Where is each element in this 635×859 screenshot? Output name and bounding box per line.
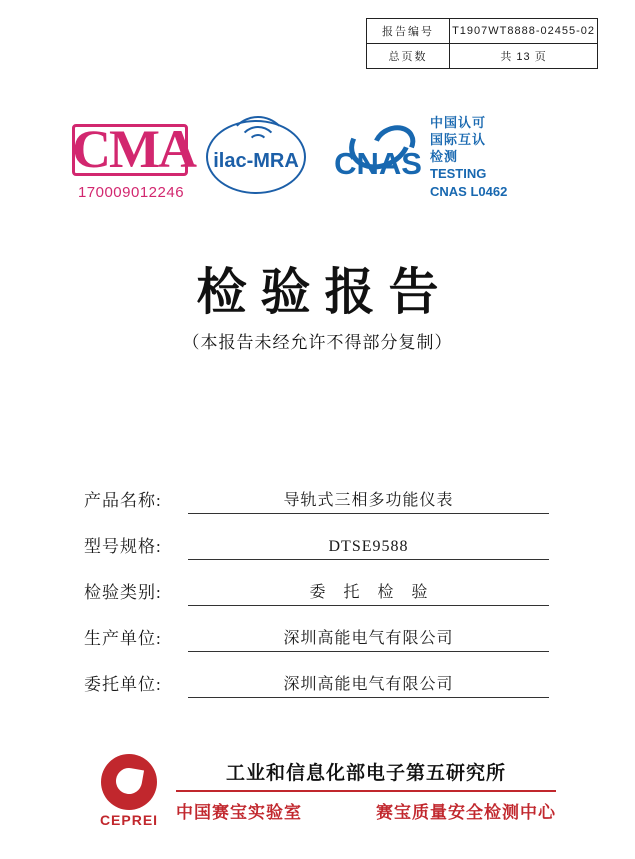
field-value: 导轨式三相多功能仪表 [188,487,549,514]
field-model-spec [0,514,635,560]
field-value: 深圳高能电气有限公司 [188,625,549,652]
cnas-logo [318,118,438,179]
cnas-swirl-icon [318,118,438,148]
field-label: 型号规格: [84,537,162,556]
page-subtitle: （本报告未经允许不得部分复制） [182,333,453,352]
field-label: 委托单位: [84,675,162,694]
report-header-table [366,18,598,69]
cma-mark-text: CMA [72,119,195,179]
cnas-side-line-1: 中国认可 [430,115,487,130]
ilac-mra-logo [196,116,316,173]
cma-logo [66,119,196,201]
footer-lab-names [176,798,556,823]
total-pages-label: 总页数 [367,44,450,69]
field-product-name [0,468,635,514]
table-row [367,19,598,44]
footer-institute-name: 工业和信息化部电子第五研究所 [225,762,506,784]
cnas-accreditation-text [430,114,507,200]
table-row [367,44,598,69]
field-inspection-type [0,560,635,606]
field-value: 深圳高能电气有限公司 [188,671,549,698]
report-fields [0,468,635,698]
field-client [0,652,635,698]
ilac-arcs-icon [196,116,316,148]
footer-divider [176,790,556,792]
ilac-logo-text: ilac-MRA [213,150,299,172]
document-footer [0,748,635,848]
page-title: 检验报告 [196,263,453,321]
cnas-side-line-3: 检测 [430,149,459,165]
cnas-side-line-5: CNAS L0462 [430,183,508,199]
ceprei-mark-icon [101,754,157,810]
field-value: 委 托 检 验 [188,579,549,606]
footer-lab-left: 中国赛宝实验室 [176,803,302,823]
report-number-value: T1907WT8888-02455-02 [450,19,598,44]
accreditation-logos [0,100,635,220]
report-number-label: 报告编号 [367,19,450,44]
ceprei-logo-text: CEPREI [99,812,159,828]
field-manufacturer [0,606,635,652]
cnas-logo-text: CNAS [334,146,422,181]
cma-mark-icon [66,119,201,179]
cma-number: 170009012246 [77,184,185,201]
field-label: 生产单位: [84,629,162,648]
field-label: 检验类别: [84,583,162,602]
ceprei-logo [86,754,172,828]
cnas-side-line-2: 国际互认 [430,132,487,148]
footer-lab-right: 赛宝质量安全检测中心 [376,803,556,823]
cnas-side-line-4: TESTING [430,166,487,182]
footer-text-block [176,758,556,823]
field-label: 产品名称: [84,491,162,510]
field-value: DTSE9588 [188,538,549,560]
total-pages-value: 共 13 页 [450,44,598,69]
